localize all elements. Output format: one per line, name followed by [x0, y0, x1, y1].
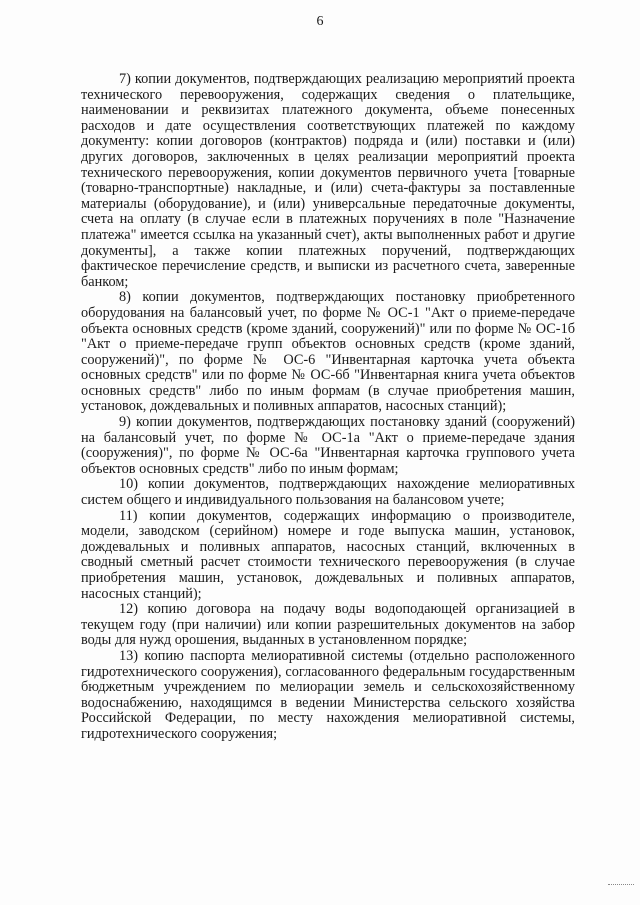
paragraph-item-9: 9) копии документов, подтверждающих постановку зданий (сооружений) на балансовый учет, по форме № ОС-1а "Акт о приеме-передаче здания (сооружения)", по форме № ОС-6а "Инвентарная карточка группового учета объектов основных средств" либо по иным формам; [81, 414, 575, 477]
paragraph-item-8: 8) копии документов, подтверждающих постановку приобретенного оборудования на балансовый учет, по форме № ОС-1 "Акт о приеме-передаче объекта основных средств (кроме зданий, сооружений)" или по форме № ОС-1б "Акт о приеме-передаче групп объектов основных средств (кроме зданий, сооружений)", по форме № ОС-6 "Инвентарная карточка учета объекта основных средств" или по форме № ОС-6б "Инвентарная книга учета объектов основных средств" либо по иным формам (в случае приобретения машин, установок, дождевальных и поливных аппаратов, насосных станций); [81, 289, 575, 415]
page-number: 6 [316, 14, 324, 29]
paragraph-item-7: 7) копии документов, подтверждающих реализацию мероприятий проекта технического перевооружения, содержащих сведения о плательщике, наименовании и реквизитах платежного документа, объеме понесенных расходов и дате осуществления соответствующих платежей по каждому документу: копии договоров (контрактов) подряда и (или) поставки и (или) других договоров, заключенных в целях реализации мероприятий проекта технического перевооружения, копии документов первичного учета [товарные (товарно-транспортные) накладные, и (или) счета-фактуры за поставленные материалы (оборудование), и (или) универсальные передаточные документы, счета на оплату (в случае если в платежных поручениях в поле "Назначение платежа" имеется ссылка на указанный счет), акты выполненных работ и другие документы], а также копии платежных поручений, подтверждающих фактическое перечисление средств, и выписки из расчетного счета, заверенные банком; [81, 71, 575, 290]
paragraph-item-12: 12) копию договора на подачу воды водоподающей организацией в текущем году (при наличии) или копии разрешительных документов на забор воды для нужд орошения, выданных в установленном порядке; [81, 601, 575, 649]
paragraph-item-10: 10) копии документов, подтверждающих нахождение мелиоративных систем общего и индивидуального пользования на балансовом учете; [81, 476, 575, 509]
document-body [81, 72, 575, 743]
paragraph-item-11: 11) копии документов, содержащих информацию о производителе, модели, заводском (серийном) номере и годе выпуска машин, установок, дождевальных и поливных аппаратов, насосных станций, включенных в сводный сметный расчет стоимости технического перевооружения (в случае приобретения машин, установок, дождевальных и поливных аппаратов, насосных станций); [81, 507, 575, 602]
paragraph-item-13: 13) копию паспорта мелиоративной системы (отдельно расположенного гидротехнического сооружения), согласованного федеральным государственным бюджетным учреждением по мелиорации земель и сельскохозяйственному водоснабжению, находящимся в ведении Министерства сельского хозяйства Российской Федерации, по месту нахождения мелиоративной системы, гидротехнического сооружения; [81, 647, 575, 742]
scan-edge-mark [608, 884, 634, 887]
